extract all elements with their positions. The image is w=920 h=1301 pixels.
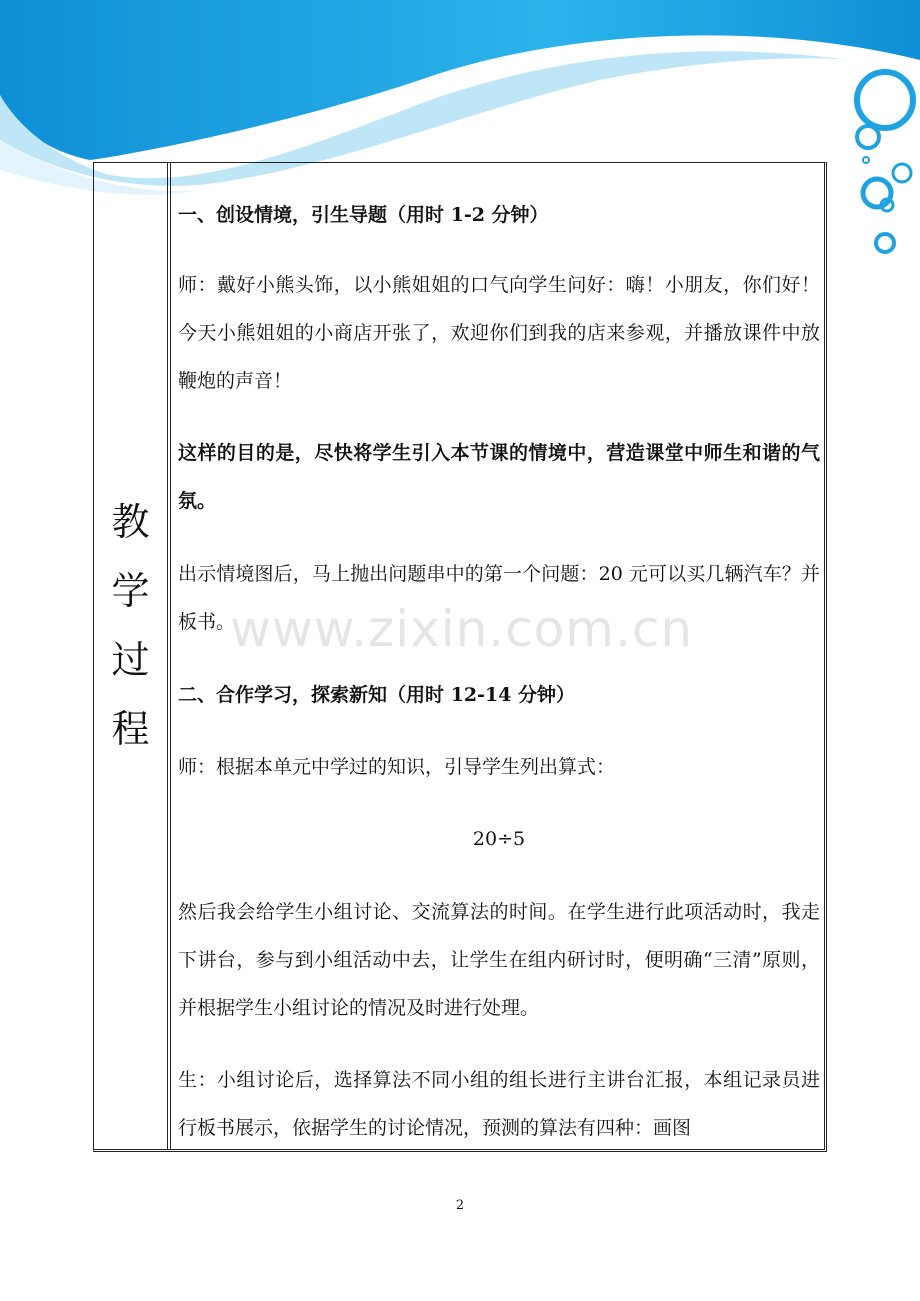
paragraph-bold: 这样的目的是，尽快将学生引入本节课的情境中，营造课堂中师生和谐的气氛。 xyxy=(178,442,820,512)
paragraph: 然后我会给学生小组讨论、交流算法的时间。在学生进行此项活动时，我走下讲台，参与到小组活动中去，让学生在组内研讨时，便明确“三清”原则，并根据学生小组讨论的情况及时进行处理。 xyxy=(178,901,820,1019)
side-label-char: 教 xyxy=(111,500,150,544)
page-number: 2 xyxy=(455,1198,465,1213)
section-heading-2: 二、合作学习，探索新知（用时 12-14 分钟） xyxy=(178,684,575,706)
formula: 20÷5 xyxy=(472,828,526,850)
side-label-char: 学 xyxy=(111,569,150,613)
bubbles-decoration xyxy=(857,72,913,252)
column-divider xyxy=(167,163,171,1149)
watermark: www.zixin.com.cn xyxy=(230,600,694,658)
paragraph: 师：戴好小熊头饰，以小熊姐姐的口气向学生问好：嗨！小朋友，你们好！今天小熊姐姐的小商店开张了，欢迎你们到我的店来参观，并播放课件中放鞭炮的声音！ xyxy=(178,274,820,392)
section-label-teaching-process xyxy=(94,488,167,764)
paragraph: 生：小组讨论后，选择算法不同小组的组长进行主讲台汇报，本组记录员进行板书展示，依据学生的讨论情况，预测的算法有四种：画图 xyxy=(178,1069,820,1139)
side-label-char: 程 xyxy=(111,707,150,751)
lesson-plan-table xyxy=(93,162,827,1152)
paragraph: 出示情境图后，马上抛出问题串中的第一个问题：20 元可以买几辆汽车？并板书。 xyxy=(178,563,820,633)
paragraph: 师：根据本单元中学过的知识，引导学生列出算式： xyxy=(178,756,616,778)
side-label-char: 过 xyxy=(111,638,150,682)
section-heading-1: 一、创设情境，引生导题（用时 1-2 分钟） xyxy=(178,204,549,226)
